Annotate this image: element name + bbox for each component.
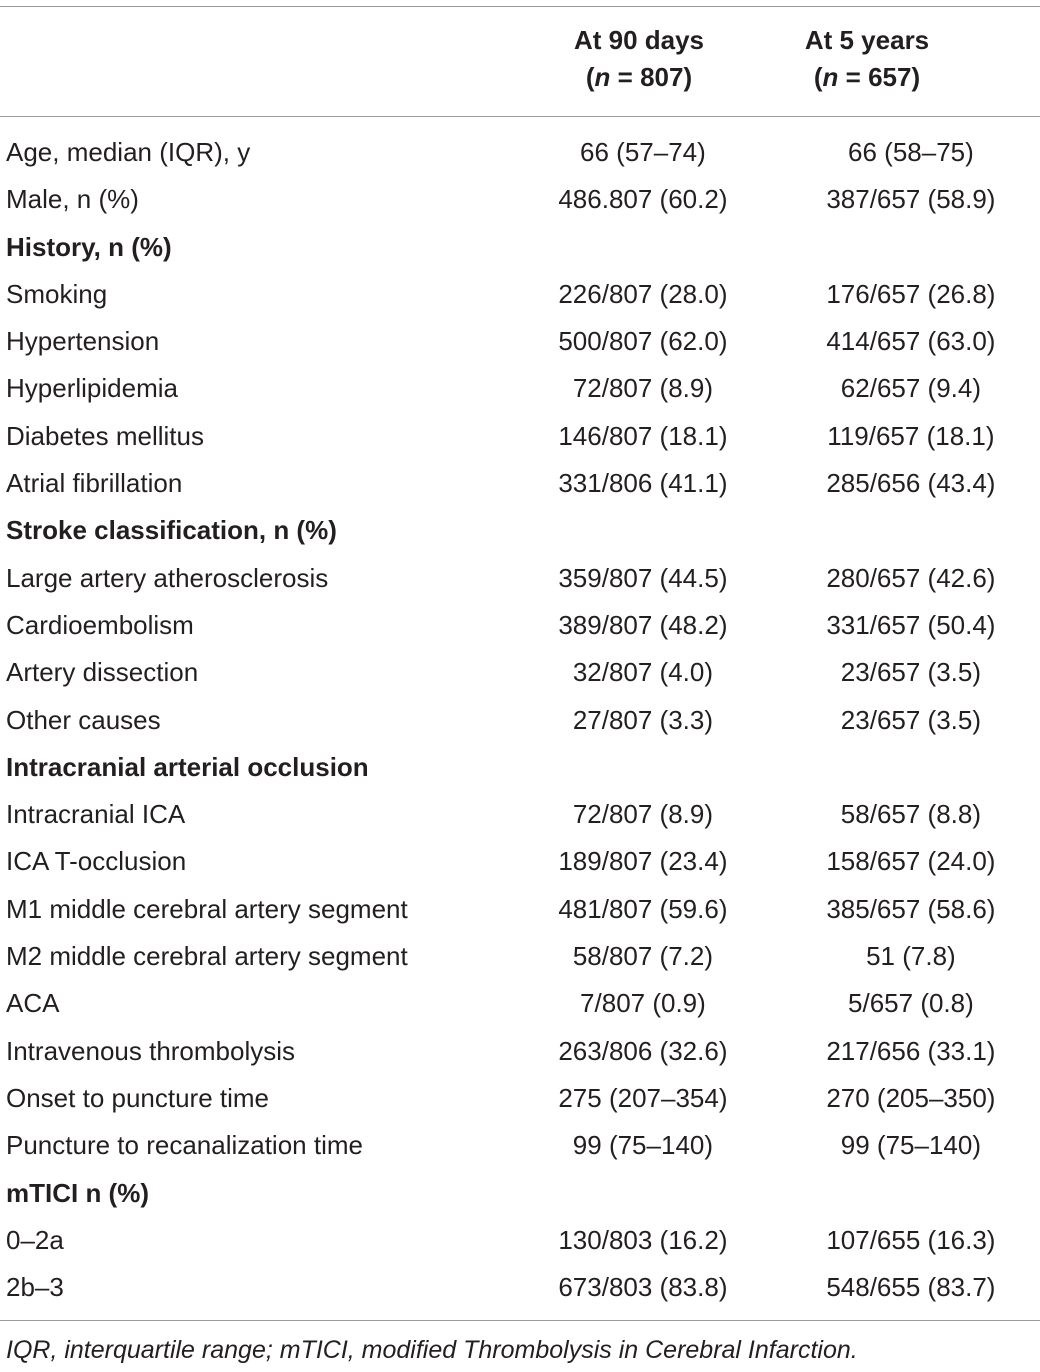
table-header (0, 22, 1040, 112)
value-90-days (504, 507, 782, 554)
value-90-days (504, 224, 782, 271)
row-label: Diabetes mellitus (6, 420, 204, 451)
value-5-years: 99 (75–140) (840, 1130, 982, 1161)
table-row (0, 980, 1040, 1027)
value-5-years: 5/657 (0.8) (848, 988, 974, 1019)
row-label: ICA T-occlusion (6, 846, 187, 877)
value-5-years: 285/656 (43.4) (826, 468, 996, 499)
row-label: Intracranial arterial occlusion (6, 751, 369, 782)
row-label: 2b–3 (6, 1272, 64, 1303)
value-90-days: 72/807 (8.9) (572, 799, 714, 830)
table-row (0, 1028, 1040, 1075)
value-5-years: 23/657 (3.5) (840, 657, 982, 688)
row-label: ACA (6, 988, 60, 1019)
table-row (0, 697, 1040, 744)
value-5-years (782, 507, 1040, 554)
value-90-days (504, 744, 782, 791)
table-bottom-rule (0, 1320, 1040, 1321)
header-5-years (734, 22, 1000, 96)
row-label: Hyperlipidemia (6, 373, 178, 404)
value-90-days: 359/807 (44.5) (558, 562, 728, 593)
row-label: mTICI n (%) (6, 1177, 149, 1208)
row-label: Age, median (IQR), y (6, 137, 251, 167)
header-90-days-title: At 90 days (573, 25, 705, 55)
value-5-years: 270 (205–350) (826, 1082, 996, 1113)
value-90-days: 389/807 (48.2) (558, 609, 728, 640)
row-label: M2 middle cerebral artery segment (6, 941, 408, 972)
table-row (0, 176, 1040, 223)
value-90-days: 27/807 (3.3) (572, 704, 714, 735)
table-top-rule (0, 6, 1040, 7)
value-90-days: 32/807 (4.0) (572, 657, 714, 688)
value-5-years: 414/657 (63.0) (826, 326, 996, 357)
row-label: Stroke classification, n (%) (6, 515, 337, 546)
value-90-days: 146/807 (18.1) (558, 420, 728, 451)
row-label: Artery dissection (6, 657, 199, 688)
value-90-days: 275 (207–354) (558, 1082, 728, 1113)
table-row (0, 460, 1040, 507)
header-90-days (506, 22, 772, 96)
row-label: History, n (%) (6, 231, 172, 262)
value-5-years: 548/655 (83.7) (826, 1272, 996, 1303)
value-90-days: 130/803 (16.2) (558, 1224, 728, 1255)
value-5-years: 66 (58–75) (848, 137, 974, 167)
value-90-days (504, 1170, 782, 1217)
section-header-row (0, 744, 1040, 791)
value-90-days: 99 (75–140) (572, 1130, 714, 1161)
value-5-years: 387/657 (58.9) (826, 184, 996, 215)
value-90-days: 481/807 (59.6) (558, 893, 728, 924)
value-5-years: 58/657 (8.8) (840, 799, 982, 830)
value-5-years: 176/657 (26.8) (826, 278, 996, 309)
header-90-days-n: (n = 807) (585, 62, 693, 92)
value-5-years: 23/657 (3.5) (840, 704, 982, 735)
row-label: Large artery atherosclerosis (6, 562, 329, 593)
row-label: Smoking (6, 278, 108, 309)
value-5-years: 280/657 (42.6) (826, 562, 996, 593)
value-90-days: 226/807 (28.0) (558, 278, 728, 309)
row-label: Puncture to recanalization time (6, 1130, 363, 1161)
value-90-days: 263/806 (32.6) (558, 1035, 728, 1066)
row-label: Cardioembolism (6, 609, 194, 640)
table-row (0, 318, 1040, 365)
value-5-years: 158/657 (24.0) (826, 846, 996, 877)
table-row (0, 1217, 1040, 1264)
value-5-years: 385/657 (58.6) (826, 893, 996, 924)
table-row (0, 886, 1040, 933)
table-row (0, 649, 1040, 696)
row-label: M1 middle cerebral artery segment (6, 893, 408, 924)
table-row (0, 1075, 1040, 1122)
row-label: Atrial fibrillation (6, 468, 183, 499)
value-90-days: 673/803 (83.8) (558, 1272, 728, 1303)
value-5-years: 119/657 (18.1) (827, 420, 995, 451)
row-label: Intracranial ICA (6, 799, 186, 830)
value-90-days: 66 (57–74) (580, 137, 706, 167)
value-90-days: 486.807 (60.2) (558, 184, 728, 215)
table-row (0, 933, 1040, 980)
value-5-years (782, 1170, 1040, 1217)
value-5-years (782, 744, 1040, 791)
row-label: Other causes (6, 704, 161, 735)
row-label: Onset to puncture time (6, 1082, 270, 1113)
section-header-row (0, 1170, 1040, 1217)
value-90-days: 500/807 (62.0) (558, 326, 728, 357)
table-row (0, 1264, 1040, 1311)
value-5-years (782, 224, 1040, 271)
value-90-days: 331/806 (41.1) (558, 468, 728, 499)
table-row (0, 555, 1040, 602)
characteristics-table (0, 129, 1040, 1311)
table-row (0, 365, 1040, 412)
table-row (0, 602, 1040, 649)
table-row (0, 413, 1040, 460)
table-row (0, 838, 1040, 885)
value-5-years: 51 (7.8) (866, 941, 956, 972)
table-header-rule (0, 116, 1040, 117)
section-header-row (0, 224, 1040, 271)
header-5-years-title: At 5 years (804, 25, 930, 55)
table-row (0, 271, 1040, 318)
row-label: 0–2a (6, 1224, 64, 1255)
row-label: Male, n (%) (6, 184, 139, 215)
value-5-years: 217/656 (33.1) (826, 1035, 996, 1066)
value-90-days: 7/807 (0.9) (580, 988, 706, 1019)
value-5-years: 107/655 (16.3) (826, 1224, 996, 1255)
table-row (0, 1122, 1040, 1169)
value-5-years: 331/657 (50.4) (826, 609, 996, 640)
row-label: Intravenous thrombolysis (6, 1035, 296, 1066)
table-footnote: IQR, interquartile range; mTICI, modified Thrombolysis in Cerebral Infarction. (6, 1336, 858, 1364)
value-90-days: 58/807 (7.2) (572, 941, 714, 972)
value-5-years: 62/657 (9.4) (840, 373, 982, 404)
table-row (0, 129, 1040, 176)
table-row (0, 791, 1040, 838)
row-label: Hypertension (6, 326, 160, 357)
value-90-days: 189/807 (23.4) (558, 846, 728, 877)
value-90-days: 72/807 (8.9) (572, 373, 714, 404)
section-header-row (0, 507, 1040, 554)
header-5-years-n: (n = 657) (813, 62, 921, 92)
